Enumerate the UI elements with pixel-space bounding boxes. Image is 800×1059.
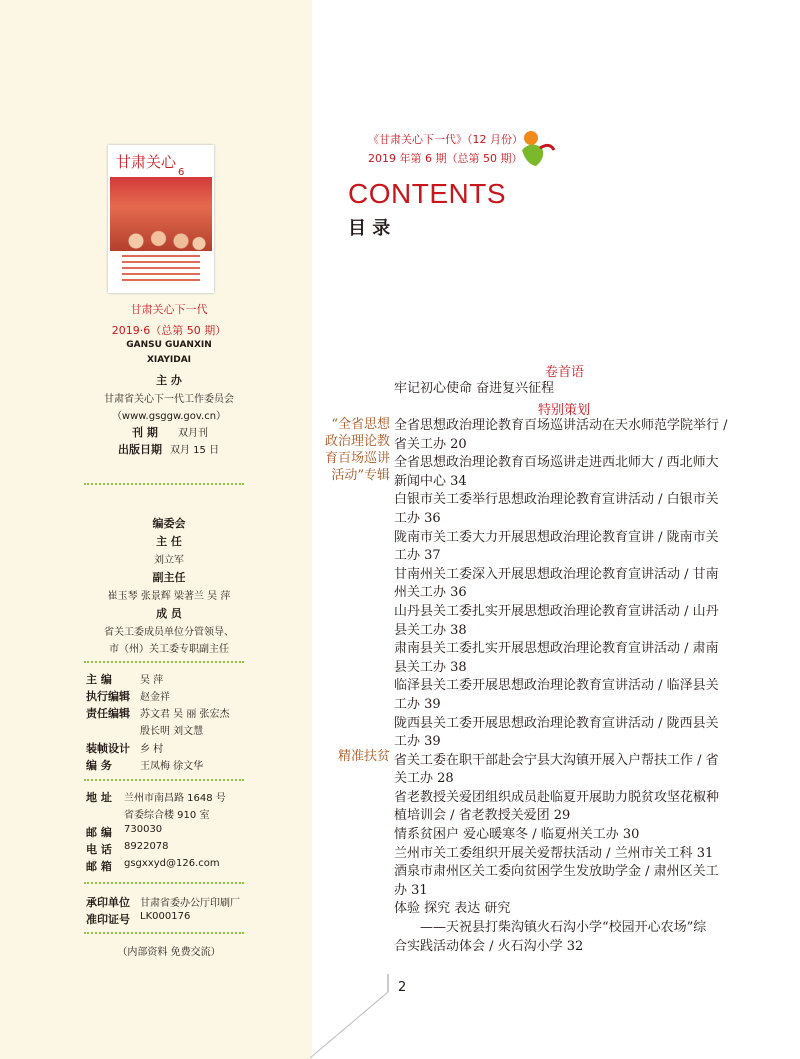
- affairs: 王凤梅 徐文华: [140, 761, 204, 772]
- address-line1: 兰州市南昌路 1648 号: [124, 793, 226, 804]
- vice-directors: 崔玉琴 张景辉 梁著兰 吴 萍: [107, 591, 231, 602]
- svg-text:6: 6: [178, 167, 185, 177]
- permit-number: LK000176: [140, 911, 191, 922]
- distribution-note: （内部资料 免费交流）: [117, 947, 221, 958]
- pinyin-title-1: GANSU GUANXIN: [126, 340, 212, 350]
- section-label-poverty: 精准扶贫: [337, 749, 390, 764]
- cover-photo: [110, 177, 212, 251]
- members-line1: 省关工委成员单位分管领导、: [104, 627, 234, 638]
- members-label: 成 员: [156, 607, 182, 620]
- email: gsgxxyd@126.com: [124, 858, 220, 869]
- director: 刘立军: [154, 555, 184, 566]
- toc-item[interactable]: 临泽县关工委开展思想政治理论教育宣讲活动 / 临泽县关 工办 39: [394, 678, 719, 712]
- toc-item[interactable]: 陇西县关工委开展思想政治理论教育宣讲活动 / 陇西县关 工办 39: [394, 715, 719, 750]
- toc-item[interactable]: 情系贫困户 爱心暖寒冬 / 临夏州关工办 30: [394, 827, 640, 843]
- address-line2: 省委综合楼 910 室: [124, 810, 210, 821]
- resp-editors-2: 殷长明 刘文慧: [140, 726, 204, 737]
- printer: 甘肃省委办公厅印刷厂: [140, 898, 240, 909]
- board-label: 编委会: [152, 517, 186, 530]
- divider: [84, 932, 244, 934]
- resp-label: 责任编辑: [86, 707, 130, 720]
- editor: 吴 萍: [140, 675, 164, 686]
- members-line2: 市（州）关工委专职副主任: [109, 644, 229, 655]
- freq-label: 刊 期: [132, 426, 158, 439]
- page-number: 2: [398, 980, 407, 995]
- toc-item[interactable]: 省老教授关爱团组织成员赴临夏开展助力脱贫攻坚花椒种 植培训会 / 省老教授关爱团 29: [394, 789, 720, 824]
- printer-label: 承印单位: [86, 896, 130, 909]
- pub-label: 出版日期: [118, 443, 162, 456]
- permit-label: 准印证号: [86, 913, 130, 926]
- zip-code: 730030: [124, 824, 163, 835]
- toc-item[interactable]: 甘南州关工委深入开展思想政治理论教育宣讲活动 / 甘南 州关工办 36: [394, 566, 719, 601]
- issue-number: 2019·6（总第 50 期）: [111, 324, 227, 337]
- mascot-logo-icon: [516, 128, 556, 170]
- journal-title: 《甘肃关心下一代》（12 月份）: [368, 133, 523, 146]
- divider: [84, 483, 244, 485]
- section-label-ideology: “全省思想 政治理论教 育百场巡讲 活动”专辑: [324, 417, 390, 483]
- page-corner-decoration: [300, 970, 400, 1059]
- address-label: 地 址: [86, 791, 112, 804]
- host-org: 甘肃省关心下一代工作委员会: [104, 394, 234, 405]
- design-label: 装帧设计: [86, 742, 130, 755]
- toc-item[interactable]: 白银市关工委举行思想政治理论教育宣讲活动 / 白银市关 工办 36: [394, 492, 719, 526]
- toc-item[interactable]: 全省思想政治理论教育百场巡讲活动在天水师范学院举行 / 省关工办 20: [394, 418, 728, 452]
- toc-item[interactable]: 兰州市关工委组织开展关爱帮扶活动 / 兰州市关工科 31: [394, 845, 714, 861]
- toc-list: [394, 417, 739, 956]
- toc-item[interactable]: 体验 探究 表达 研究: [394, 901, 511, 917]
- director-label: 主 任: [156, 535, 182, 548]
- toc-item[interactable]: 陇南市关工委大力开展思想政治理论教育宣讲 / 陇南市关 工办 37: [394, 529, 719, 564]
- toc-item[interactable]: 酒泉市肃州区关工委向贫困学生发放助学金 / 肃州区关工 办 31: [394, 864, 719, 898]
- website: （www.gsggw.gov.cn）: [111, 411, 227, 422]
- mail-label: 邮 箱: [86, 860, 112, 873]
- affairs-label: 编 务: [86, 759, 112, 772]
- toc-item[interactable]: 全省思想政治理论教育百场巡讲走进西北师大 / 西北师大 新闻中心 34: [394, 455, 719, 489]
- toc-item[interactable]: 山丹县关工委扎实开展思想政治理论教育宣讲活动 / 山丹 县关工办 38: [394, 603, 719, 638]
- divider: [84, 661, 244, 663]
- vice-label: 副主任: [152, 571, 186, 584]
- exec-label: 执行编辑: [86, 690, 130, 703]
- cover-logo-icon: [108, 145, 214, 177]
- issue-line: 2019 年第 6 期（总第 50 期）: [368, 152, 523, 165]
- toc-item[interactable]: 省关工委在职干部赴会宁县大沟镇开展入户帮扶工作 / 省 关工办 28: [394, 752, 719, 787]
- resp-editors-1: 苏文君 吴 丽 张宏杰: [140, 709, 230, 720]
- divider: [84, 779, 244, 781]
- cover-text-lines: [122, 255, 200, 285]
- toc-item[interactable]: ——天祝县打柴沟镇火石沟小学“校园开心农场”综 合实践活动体会 / 火石沟小学 32: [394, 920, 707, 954]
- tel-label: 电 话: [86, 843, 112, 856]
- telephone: 8922078: [124, 841, 169, 852]
- contents-heading: CONTENTS: [348, 178, 506, 209]
- svg-text:甘肃关心: 甘肃关心: [116, 153, 177, 171]
- exec-editor: 赵金祥: [140, 692, 170, 703]
- zip-label: 邮 编: [86, 826, 112, 839]
- pinyin-title-2: XIAYIDAI: [146, 355, 192, 365]
- toc-item[interactable]: 肃南县关工委扎实开展思想政治理论教育宣讲活动 / 肃南 县关工办 38: [394, 641, 719, 675]
- magazine-cover-image: [108, 145, 214, 293]
- designer: 乡 村: [140, 744, 164, 755]
- magazine-name: 甘肃关心下一代: [130, 303, 208, 316]
- host-label: 主 办: [156, 374, 182, 387]
- toc-item-editorial[interactable]: 牢记初心使命 奋进复兴征程: [394, 381, 555, 396]
- freq: 双月刊: [178, 428, 208, 439]
- category-special: 特别策划: [537, 403, 590, 418]
- pub-date: 双月 15 日: [170, 445, 220, 456]
- category-juanshouyu: 卷首语: [544, 365, 584, 380]
- divider: [84, 882, 244, 884]
- mulu-heading: 目 录: [348, 218, 391, 239]
- editor-label: 主 编: [86, 673, 112, 686]
